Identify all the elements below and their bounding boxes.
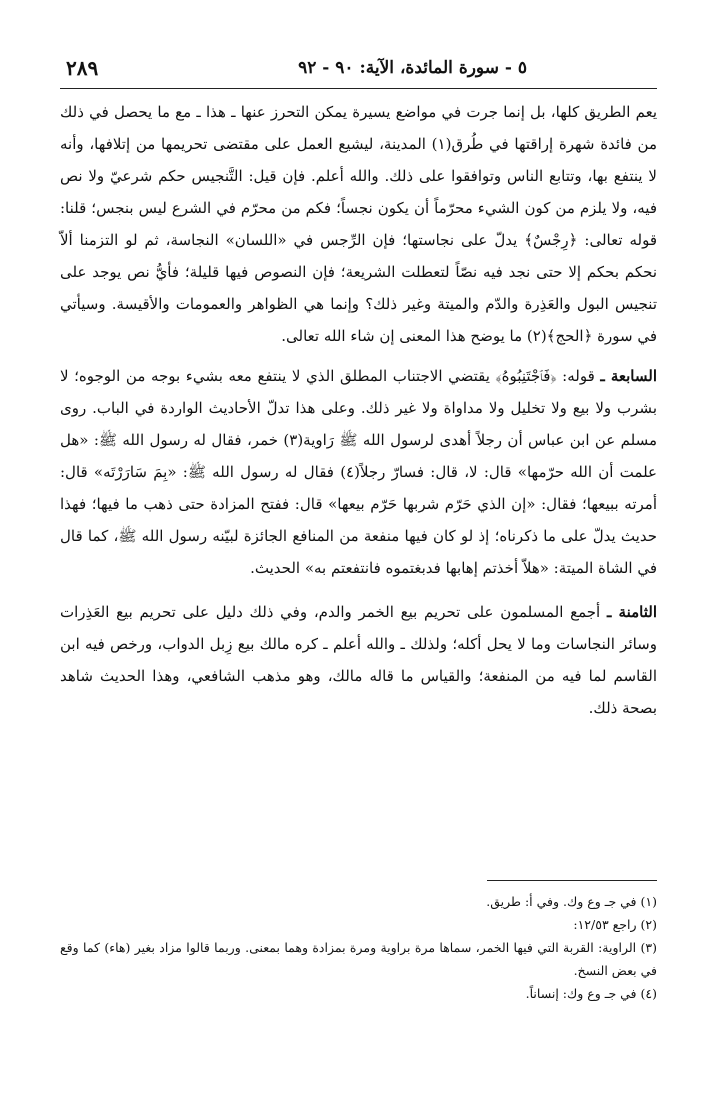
section-heading-seventh: السابعة ـ (600, 367, 657, 385)
main-text (60, 96, 657, 724)
paragraph-seventh (60, 360, 657, 584)
running-title: ٥ - سورة المائدة، الآية: ٩٠ - ٩٢ (298, 58, 527, 78)
footnote-divider (487, 880, 657, 881)
footnote: (٣) الراوية: القربة التي فيها الخمر، سماها مرة براوية ومرة بمزادة وهما بمعنى. وربما قالوا مزاد بغير (هاء) كما وقع في بعض النسخ. (60, 940, 657, 978)
section-heading-eighth: الثامنة ـ (606, 603, 657, 621)
paragraph-text: أجمع المسلمون على تحريم بيع الخمر والدم، وفي ذلك دليل على تحريم بيع العَذِرات وسائر النجاسات وما لا يحل أكله؛ ولذلك ـ والله أعلم ـ كره مالك بيع زِبل الدواب، ورخص فيه ابن القاسم لما فيه من المنفعة؛ والقياس ما قاله مالك، وهو مذهب الشافعي، وهذا الحديث شاهد بصحة ذلك. (60, 603, 657, 717)
footnote: (١) في جـ وع وك. وفي أ: طريق. (486, 894, 657, 909)
paragraph-continuation (60, 96, 657, 352)
footnote: (٤) في جـ وع وك: إنساناً. (525, 986, 657, 1001)
paragraph-eighth (60, 596, 657, 724)
footnote: (٢) راجع ١٢/٥٣: (573, 917, 657, 932)
paragraph-text: قوله: ﴿فَٱجْتَنِبُوهُ﴾ يقتضي الاجتناب المطلق الذي لا ينتفع معه بشيء بوجه من الوجوه؛ لا بشرب ولا بيع ولا تخليل ولا مداواة ولا غير ذلك. وعلى هذا تدلّ الأحاديث الواردة في الباب. روى مسلم عن ابن عباس أن رجلاً أهدى لرسول الله ﷺ رَاوية(٣) خمر، فقال له رسول الله ﷺ: «هل علمت أن الله حرّمها» قال: لا، قال: فسارّ رجلاً(٤) فقال له رسول الله ﷺ: «بِمَ سَارَرْتَه» قال: أمرته ببيعها؛ فقال: «إن الذي حَرّم شربها حَرّم بيعها» قال: ففتح المزادة حتى ذهب ما فيها؛ فهذا حديث يدلّ على ما ذكرناه؛ إذ لو كان فيها منفعة من المنافع الجائزة لبيّنه رسول الله ﷺ، كما قال في الشاة الميتة: «هلاّ أخذتم إهابها فدبغتموه فانتفعتم به» الحديث. (60, 367, 657, 577)
footnotes (60, 890, 657, 1005)
page-header (60, 48, 657, 89)
paragraph-text: يعم الطريق كلها، بل إنما جرت في مواضع يسيرة يمكن التحرز عنها ـ هذا ـ مع ما يحصل في ذلك من فائدة شهرة إراقتها في طُرق(١) المدينة، ليشيع العمل على مقتضى تحريمها من إتلافها، وأنه لا ينتفع بها، وتتابع الناس وتوافقوا على ذلك. والله أعلم. فإن قيل: التَّنجيس حكم شرعيّ ولا نص فيه، ولا يلزم من كون الشيء محرّماً أن يكون نجساً؛ فكم من محرّم في الشرع ليس بنجس؛ قلنا: قوله تعالى: ﴿رِجْسٌ﴾ يدلّ على نجاستها؛ فإن الرِّجس في «اللسان» النجاسة، ثم لو التزمنا ألاّ نحكم بحكم إلا حتى نجد فيه نصّاً لتعطلت الشريعة؛ فإن النصوص فيها قليلة؛ فأيُّ نص يوجد على تنجيس البول والعَذِرة والدّم والميتة وغير ذلك؟ وإنما هي الظواهر والعمومات والأقيسة. وسيأتي في سورة ﴿الحج﴾(٢) ما يوضح هذا المعنى إن شاء الله تعالى. (60, 103, 658, 345)
page-number: ٢٨٩ (66, 56, 99, 80)
